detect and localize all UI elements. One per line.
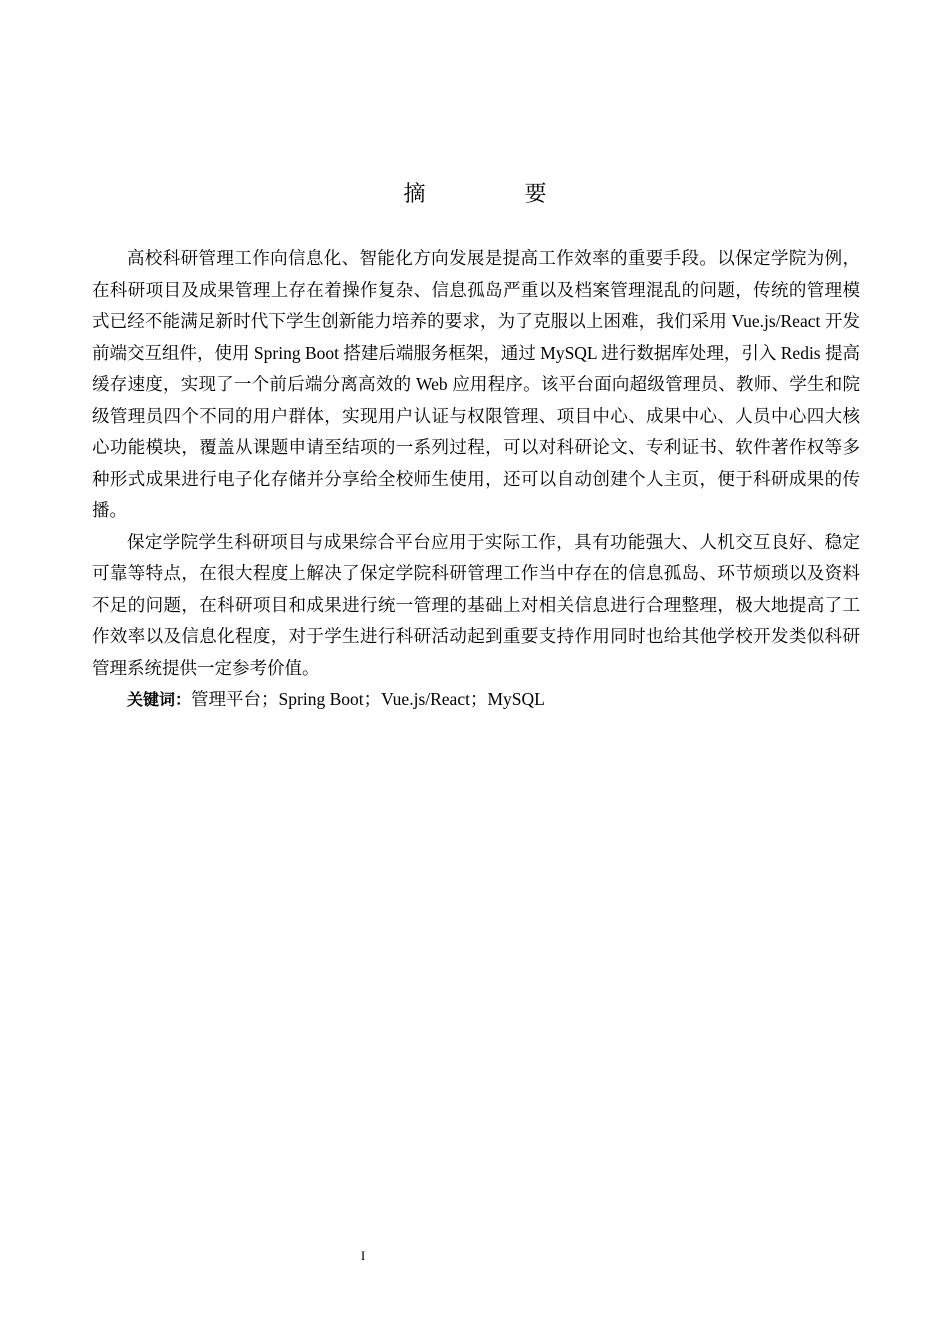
keywords-label: 关键词： (127, 690, 192, 709)
abstract-paragraph-2: 保定学院学生科研项目与成果综合平台应用于实际工作，具有功能强大、人机交互良好、稳定可靠等特点，在很大程度上解决了保定学院科研管理工作当中存在的信息孤岛、环节烦琐以及资料不足的问题，在科研项目和成果进行统一管理的基础上对相关信息进行合理整理，极大地提高了工作效率以及信息化程度，对于学生进行科研活动起到重要支持作用同时也给其他学校开发类似科研管理系统提供一定参考价值。 (92, 531, 860, 678)
abstract-paragraph-1: 高校科研管理工作向信息化、智能化方向发展是提高工作效率的重要手段。以保定学院为例，在科研项目及成果管理上存在着操作复杂、信息孤岛严重以及档案管理混乱的问题，传统的管理模式已经不能满足新时代下学生创新能力培养的要求，为了克服以上困难，我们采用 Vue.js/React 开发前端交互组件，使用 Spring Boot 搭建后端服务框架，通过 MySQL 进行数据库处理，引入 Redis 提高缓存速度，实现了一个前后端分离高效的 Web 应用程序。该平台面向超级管理员、教师、学生和院级管理员四个不同的用户群体，实现用户认证与权限管理、项目中心、成果中心、人员中心四大核心功能模块，覆盖从课题申请至结项的一系列过程，可以对科研论文、专利证书、软件著作权等多种形式成果进行电子化存储并分享给全校师生使用，还可以自动创建个人主页，便于科研成果的传播。 (92, 248, 860, 520)
keywords-line (92, 684, 860, 716)
page-number: I (360, 1248, 366, 1263)
abstract-body (92, 243, 860, 716)
page-title: 摘 要 (403, 182, 593, 207)
keywords-value: 管理平台；Spring Boot；Vue.js/React；MySQL (191, 689, 545, 709)
